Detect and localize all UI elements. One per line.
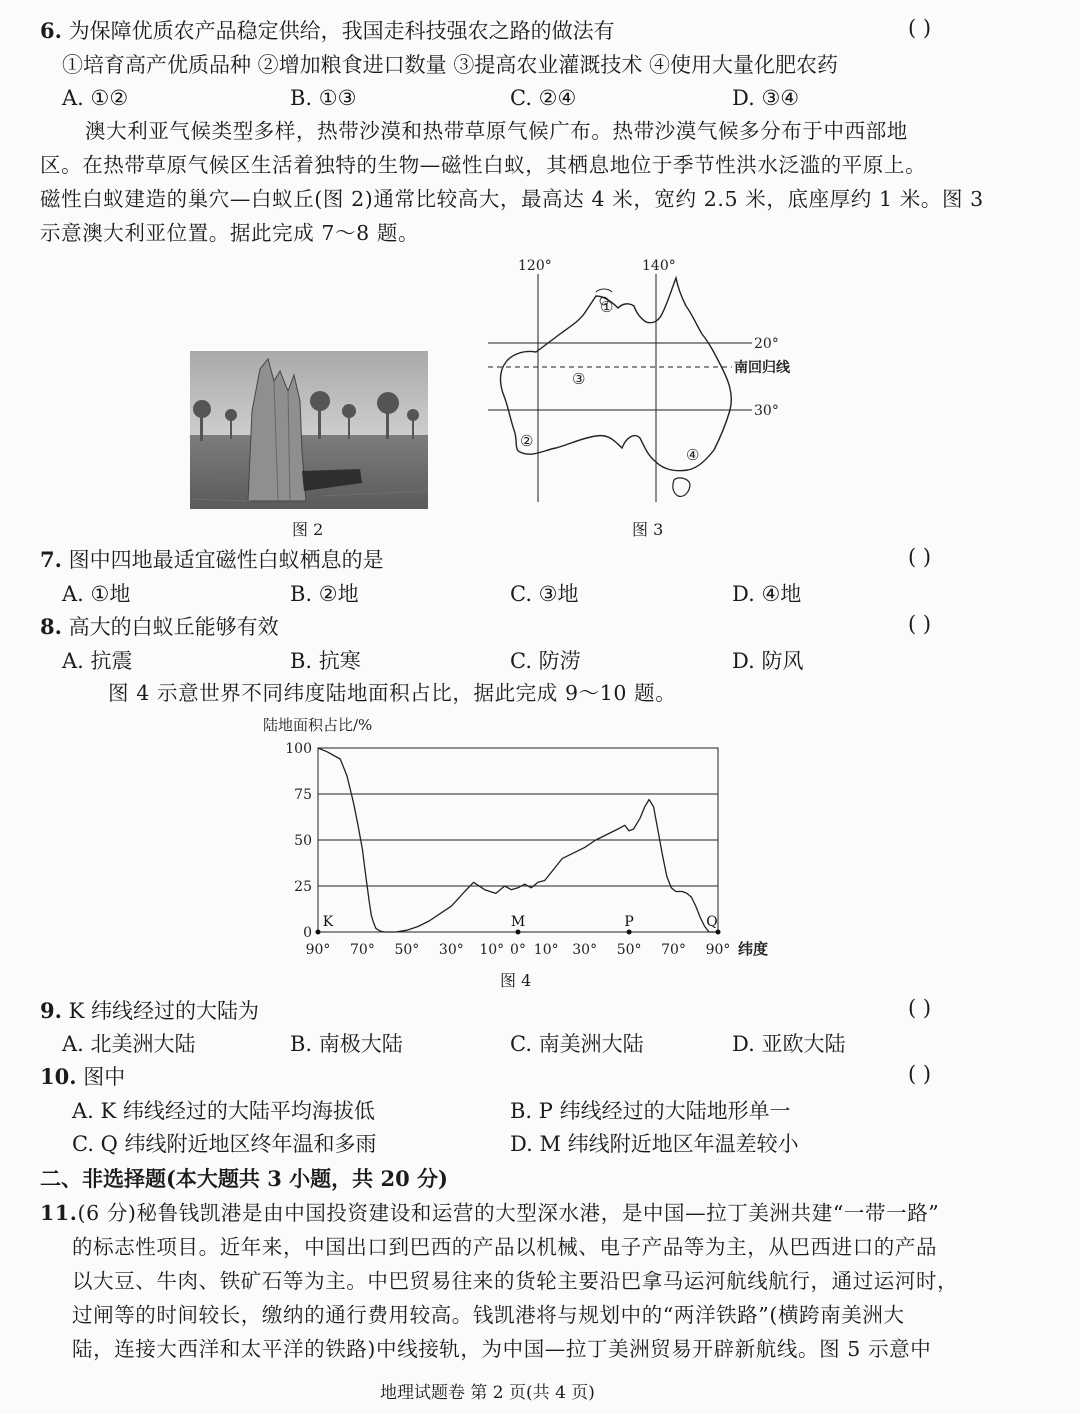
x-tick-label: 10°	[533, 942, 559, 958]
termite-mound-photo	[190, 351, 428, 509]
q6-stem-line	[40, 16, 615, 46]
q11-line-1	[40, 1196, 939, 1230]
point-marker-k	[316, 930, 321, 935]
q9-option-c[interactable]: C. 南美洲大陆	[510, 1032, 644, 1056]
q11-line-4: 过闸等的时间较长，缴纳的通行费用较高。钱凯港将与规划中的“两洋铁路”(横跨南美洲大	[72, 1303, 905, 1327]
q10-stem-line	[40, 1062, 125, 1092]
x-tick-label: 30°	[572, 942, 598, 958]
y-tick-label: 50	[294, 833, 312, 849]
q10-option-d[interactable]: D. M 纬线附近地区年温差较小	[510, 1132, 799, 1156]
point-marker-p	[627, 930, 632, 935]
point-marker-q	[716, 930, 721, 935]
section2-heading: 二、非选择题(本大题共 3 小题，共 20 分)	[40, 1166, 448, 1191]
q9-option-d[interactable]: D. 亚欧大陆	[732, 1032, 846, 1056]
q11-line-2: 的标志性项目。近年来，中国出口到巴西的产品以机械、电子产品等为主，从巴西进口的产品	[72, 1235, 938, 1259]
q8-number: 8.	[40, 614, 62, 639]
x-tick-label: 50°	[616, 942, 642, 958]
q8-option-b[interactable]: B. 抗寒	[290, 649, 361, 673]
fig2-caption: 图 2	[292, 520, 324, 539]
q8-option-c[interactable]: C. 防涝	[510, 649, 581, 673]
q6-number: 6.	[40, 18, 62, 43]
q11-line-3: 以大豆、牛肉、铁矿石等为主。中巴贸易往来的货轮主要沿巴拿马运河航线航行，通过运河时，	[72, 1269, 959, 1293]
q11-text-1: (6 分)秘鲁钱凯港是由中国投资建设和运营的大型深水港，是中国—拉丁美洲共建“一带一路”	[77, 1201, 940, 1225]
fig3-caption: 图 3	[632, 520, 664, 539]
point-label-p: P	[624, 914, 634, 930]
x-tick-label: 70°	[661, 942, 686, 958]
marker-4: ④	[686, 446, 700, 464]
q9-stem-line	[40, 996, 259, 1026]
q6-option-b[interactable]: B. ①③	[290, 86, 357, 110]
y-axis-label: 陆地面积占比/%	[263, 716, 373, 734]
q7-answer-paren[interactable]: ( )	[908, 545, 932, 569]
tropic-label: 南回归线	[734, 360, 790, 376]
q8-answer-paren[interactable]: ( )	[908, 612, 932, 636]
passage1-line-3: 磁性白蚁建造的巢穴—白蚁丘(图 2)通常比较高大，最高达 4 米，宽约 2.5 米，底座厚约 1 米。图 3	[40, 187, 984, 211]
q10-stem: 图中	[83, 1065, 126, 1089]
passage1-line-4: 示意澳大利亚位置。据此完成 7～8 题。	[40, 221, 420, 245]
fig4-caption: 图 4	[500, 971, 532, 990]
q7-option-b[interactable]: B. ②地	[290, 582, 359, 606]
q7-option-d[interactable]: D. ④地	[732, 582, 802, 606]
q9-option-b[interactable]: B. 南极大陆	[290, 1032, 403, 1056]
point-label-m: M	[510, 914, 526, 930]
x-tick-label: 90°	[705, 942, 731, 958]
passage1-line-2: 区。在热带草原气候区生活着独特的生物—磁性白蚁，其栖息地位于季节性洪水泛滥的平原上。	[40, 153, 927, 177]
marker-1: ①	[600, 298, 614, 316]
x-tick-label: 0°	[510, 942, 526, 958]
q8-stem-line	[40, 612, 279, 642]
q7-stem: 图中四地最适宜磁性白蚁栖息的是	[68, 548, 384, 572]
y-tick-label: 75	[294, 787, 312, 803]
q6-answer-paren[interactable]: ( )	[908, 16, 932, 40]
q7-number: 7.	[40, 547, 62, 572]
q9-answer-paren[interactable]: ( )	[908, 996, 932, 1020]
q9-option-a[interactable]: A. 北美洲大陆	[62, 1032, 196, 1056]
q6-option-d[interactable]: D. ③④	[732, 86, 800, 110]
q10-number: 10.	[40, 1064, 77, 1089]
y-tick-label: 0	[303, 925, 312, 941]
q6-statements: ①培育高产优质品种 ②增加粮食进口数量 ③提高农业灌溉技术 ④使用大量化肥农药	[62, 53, 839, 77]
marker-2: ②	[520, 432, 534, 450]
lon-label-120: 120°	[518, 258, 552, 274]
q7-stem-line	[40, 545, 384, 575]
lat-label-20: 20°	[754, 336, 779, 352]
point-label-q: Q	[706, 914, 718, 930]
australia-map	[484, 252, 824, 512]
q10-option-a[interactable]: A. K 纬线经过的大陆平均海拔低	[72, 1099, 375, 1123]
y-tick-label: 100	[285, 741, 312, 757]
q10-answer-paren[interactable]: ( )	[908, 1062, 932, 1086]
x-tick-label: 30°	[438, 942, 464, 958]
page-footer: 地理试题卷 第 2 页(共 4 页)	[380, 1383, 595, 1403]
lat-label-30: 30°	[754, 403, 779, 419]
x-axis-label: 纬度	[738, 940, 769, 958]
q8-stem: 高大的白蚁丘能够有效	[68, 615, 279, 639]
latitude-land-chart	[250, 712, 810, 967]
y-tick-label: 25	[294, 879, 312, 895]
q9-number: 9.	[40, 998, 62, 1023]
point-label-k: K	[322, 914, 334, 930]
passage2: 图 4 示意世界不同纬度陆地面积占比，据此完成 9～10 题。	[108, 681, 677, 705]
x-tick-label: 90°	[305, 942, 331, 958]
x-tick-label: 50°	[394, 942, 420, 958]
point-marker-m	[516, 930, 521, 935]
x-tick-label: 70°	[350, 942, 375, 958]
q11-number: 11.	[40, 1201, 78, 1225]
q11-line-5: 陆，连接大西洋和太平洋的铁路)中线接轨，为中国—拉丁美洲贸易开辟新航线。图 5 示意中	[72, 1337, 932, 1361]
q7-option-c[interactable]: C. ③地	[510, 582, 579, 606]
q10-option-c[interactable]: C. Q 纬线附近地区终年温和多雨	[72, 1132, 377, 1156]
q6-option-c[interactable]: C. ②④	[510, 86, 577, 110]
lon-label-140: 140°	[642, 258, 676, 274]
marker-3: ③	[572, 370, 586, 388]
q10-option-b[interactable]: B. P 纬线经过的大陆地形单一	[510, 1099, 791, 1123]
q6-stem: 为保障优质农产品稳定供给，我国走科技强农之路的做法有	[68, 19, 615, 43]
q6-option-a[interactable]: A. ①②	[62, 86, 129, 110]
q8-option-d[interactable]: D. 防风	[732, 649, 804, 673]
q8-option-a[interactable]: A. 抗震	[62, 649, 133, 673]
passage1-line-1: 澳大利亚气候类型多样，热带沙漠和热带草原气候广布。热带沙漠气候多分布于中西部地	[85, 119, 908, 143]
q9-stem: K 纬线经过的大陆为	[68, 999, 259, 1023]
q7-option-a[interactable]: A. ①地	[62, 582, 131, 606]
x-tick-label: 10°	[479, 942, 505, 958]
